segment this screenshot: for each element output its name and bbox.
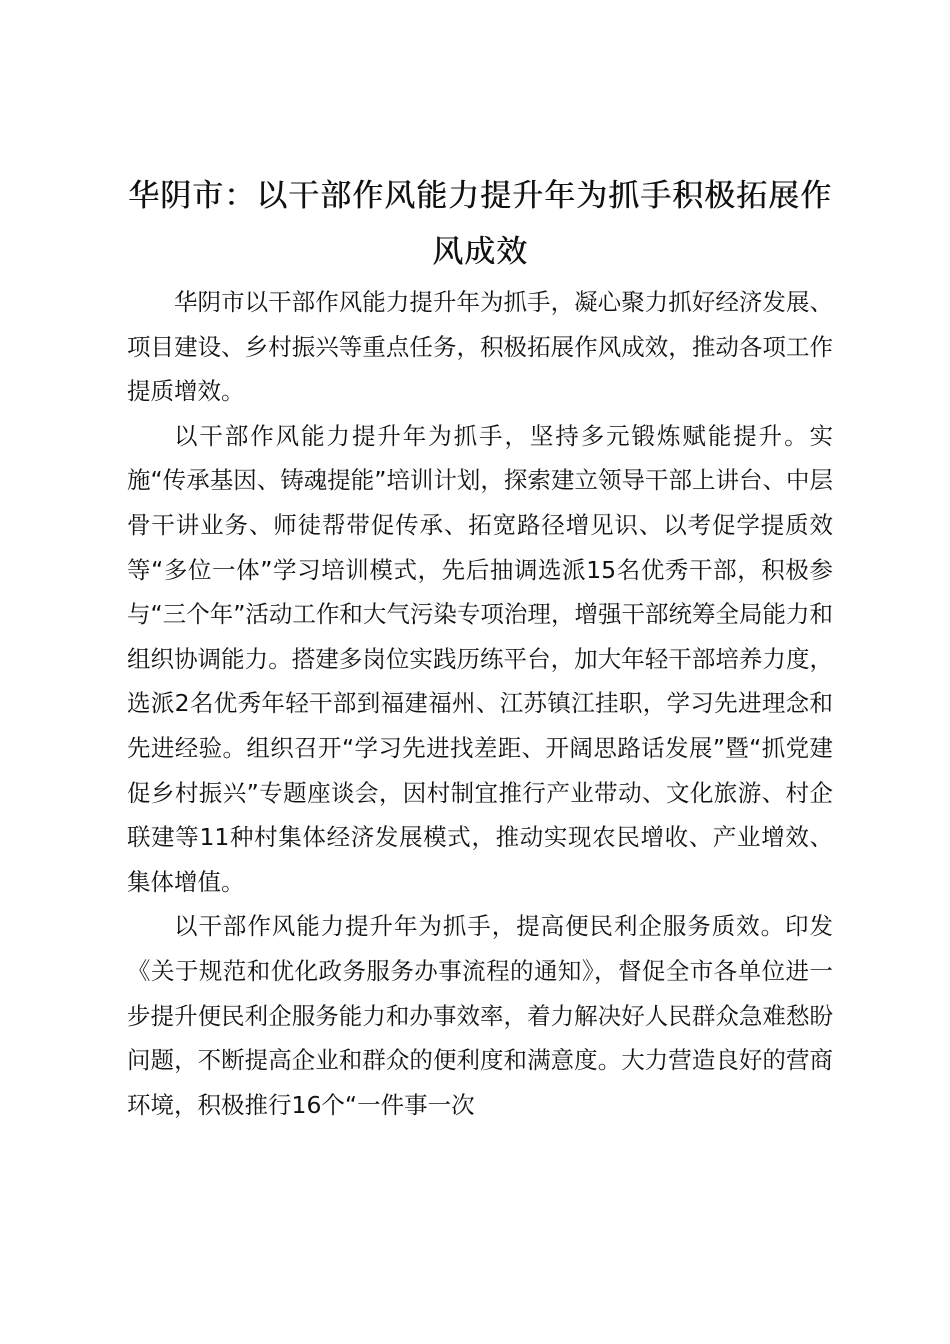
document-title: 华阴市：以干部作风能力提升年为抓手积极拓展作风成效 (128, 178, 832, 270)
document-page (127, 168, 833, 1127)
paragraph-intro: 华阴市以干部作风能力提升年为抓手，凝心聚力抓好经济发展、项目建设、乡村振兴等重点任务，积极拓展作风成效，推动各项工作提质增效。 (127, 288, 833, 406)
paragraph-training: 以干部作风能力提升年为抓手，坚持多元锻炼赋能提升。实施“传承基因、铸魂提能”培训计划，探索建立领导干部上讲台、中层骨干讲业务、师徒帮带促传承、拓宽路径增见识、以考促学提质效等“多位一体”学习培训模式，先后抽调选派15名优秀干部，积极参与“三个年”活动工作和大气污染专项治理，增强干部统筹全局能力和组织协调能力。搭建多岗位实践历练平台，加大年轻干部培养力度，选派2名优秀年轻干部到福建福州、江苏镇江挂职，学习先进理念和先进经验。组织召开“学习先进找差距、开阔思路话发展”暨“抓党建促乡村振兴”专题座谈会，因村制宜推行产业带动、文化旅游、村企联建等11种村集体经济发展模式，推动实现农民增收、产业增效、集体增值。 (127, 421, 833, 896)
paragraph-services: 以干部作风能力提升年为抓手，提高便民利企服务质效。印发《关于规范和优化政务服务办事流程的通知》，督促全市各单位进一步提升便民利企服务能力和办事效率，着力解决好人民群众急难愁盼问题，不断提高企业和群众的便利度和满意度。大力营造良好的营商环境，积极推行16个“一件事一次 (127, 912, 833, 1119)
